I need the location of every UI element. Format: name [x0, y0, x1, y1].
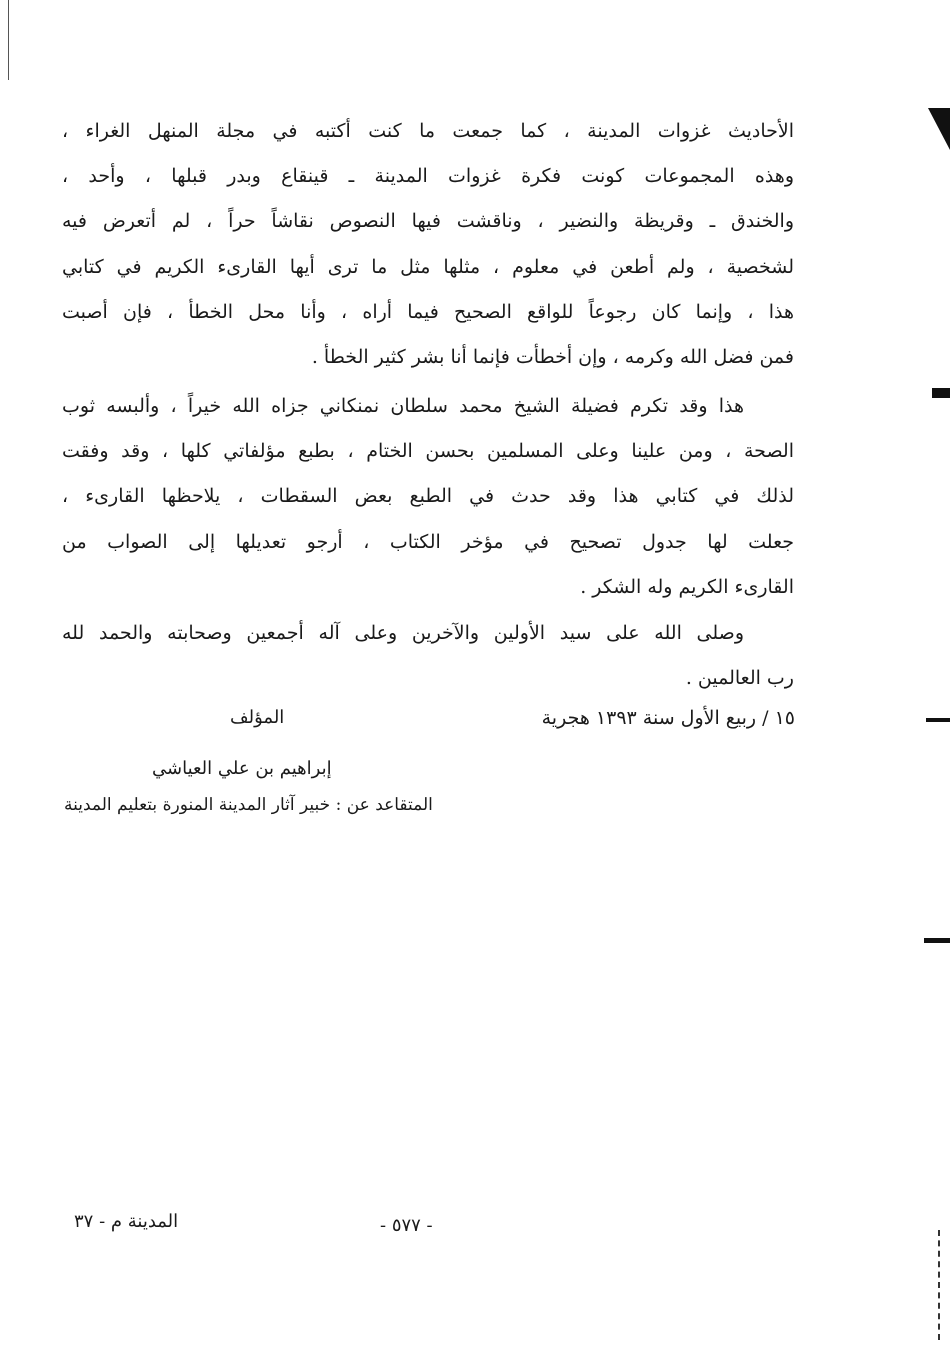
date-line: ١٥ / ربيع الأول سنة ١٣٩٣ هجرية	[541, 707, 795, 729]
text-line: والخندق ـ وقريظة والنضير ، وناقشت فيها النصوص نقاشاً حراً ، لم أتعرض فيه	[62, 210, 794, 232]
scan-edge-mark	[926, 718, 950, 722]
text-line: الصحة ، ومن علينا وعلى المسلمين بحسن الختام ، بطبع مؤلفاتي كلها ، وقد وفقت	[62, 440, 794, 462]
text-line: الأحاديث غزوات المدينة ، كما جمعت ما كنت أكتبه في مجلة المنهل الغراء ،	[62, 120, 794, 142]
scan-edge-line	[8, 0, 9, 80]
scan-edge-mark	[938, 1230, 950, 1340]
scan-edge-mark	[932, 388, 950, 398]
text-line: القارىء الكريم وله الشكر .	[580, 576, 794, 598]
author-title: المتقاعد عن : خبير آثار المدينة المنورة بتعليم المدينة	[64, 795, 433, 815]
text-line: لذلك في كتابي هذا وقد حدث في الطبع بعض السقطات ، يلاحظها القارىء ،	[62, 485, 794, 507]
scan-edge-mark	[928, 108, 950, 150]
text-line: رب العالمين .	[685, 667, 794, 689]
text-line: جعلت لها جدول تصحيح في مؤخر الكتاب ، أرجو تعديلها إلى الصواب من	[62, 531, 794, 553]
text-line: هذا وقد تكرم فضيلة الشيخ محمد سلطان نمنكاني جزاه الله خيراً ، وألبسه ثوب	[62, 395, 744, 417]
text-line: هذا ، وإنما كان رجوعاً للواقع الصحيح فيما أراه ، وأنا محل الخطأ ، فإن أصبت	[62, 301, 794, 323]
printer-signature-mark: المدينة م - ٣٧	[74, 1211, 179, 1232]
text-line: وهذه المجموعات كونت فكرة غزوات المدينة ـ قينقاع وبدر قبلها ، وأحد ،	[62, 165, 794, 187]
scan-edge-mark	[924, 938, 950, 943]
text-line: لشخصية ، ولم أطعن في معلوم ، مثلها مثل ما ترى أيها القارىء الكريم في كتابي	[62, 256, 794, 278]
author-label: المؤلف	[230, 707, 285, 728]
author-name: إبراهيم بن علي العياشي	[152, 758, 332, 779]
text-line: وصلى الله على سيد الأولين والآخرين وعلى آله أجمعين وصحابته والحمد لله	[62, 622, 744, 644]
text-line: فمن فضل الله وكرمه ، وإن أخطأت فإنما أنا بشر كثير الخطأ .	[311, 346, 794, 368]
page-number: - ٥٧٧ -	[380, 1215, 433, 1236]
